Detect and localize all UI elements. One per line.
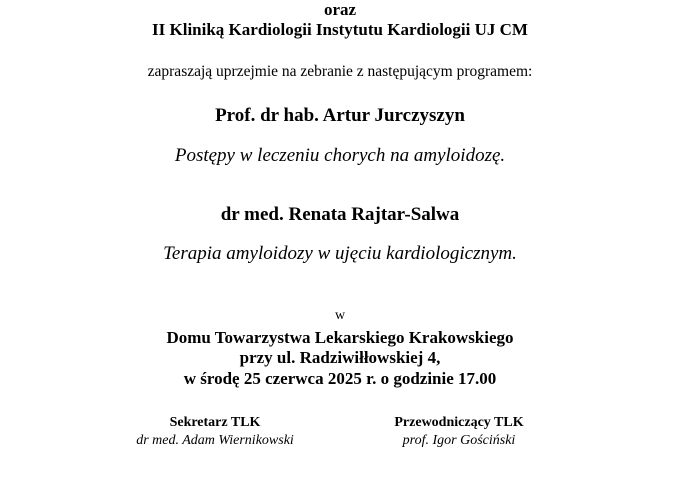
speaker-1-name: Prof. dr hab. Artur Jurczyszyn <box>215 105 465 126</box>
venue-place: Domu Towarzystwa Lekarskiego Krakowskiego <box>166 328 514 347</box>
speaker-1-topic: Postępy w leczeniu chorych na amyloidozę. <box>174 145 506 166</box>
clinic-name: II Kliniką Kardiologii Instytutu Kardiologii UJ CM <box>152 20 528 39</box>
conjunction-text: oraz <box>323 0 357 19</box>
speaker-2-name: dr med. Renata Rajtar-Salwa <box>220 204 460 225</box>
signature-chairman <box>329 414 589 450</box>
signature-name: dr med. Adam Wiernikowski <box>136 433 294 448</box>
signature-secretary <box>85 414 345 450</box>
signature-role: Sekretarz TLK <box>169 415 261 430</box>
signature-role: Przewodniczący TLK <box>394 415 524 430</box>
meeting-datetime: w środę 25 czerwca 2025 r. o godzinie 17.00 <box>183 369 497 388</box>
venue-preposition: w <box>334 308 346 323</box>
speaker-2-topic: Terapia amyloidozy w ujęciu kardiologicznym. <box>163 243 517 264</box>
invitation-text: zapraszają uprzejmie na zebranie z następującym programem: <box>147 63 533 80</box>
signature-name: prof. Igor Gościński <box>402 433 516 448</box>
venue-address: przy ul. Radziwiłłowskiej 4, <box>239 348 441 367</box>
